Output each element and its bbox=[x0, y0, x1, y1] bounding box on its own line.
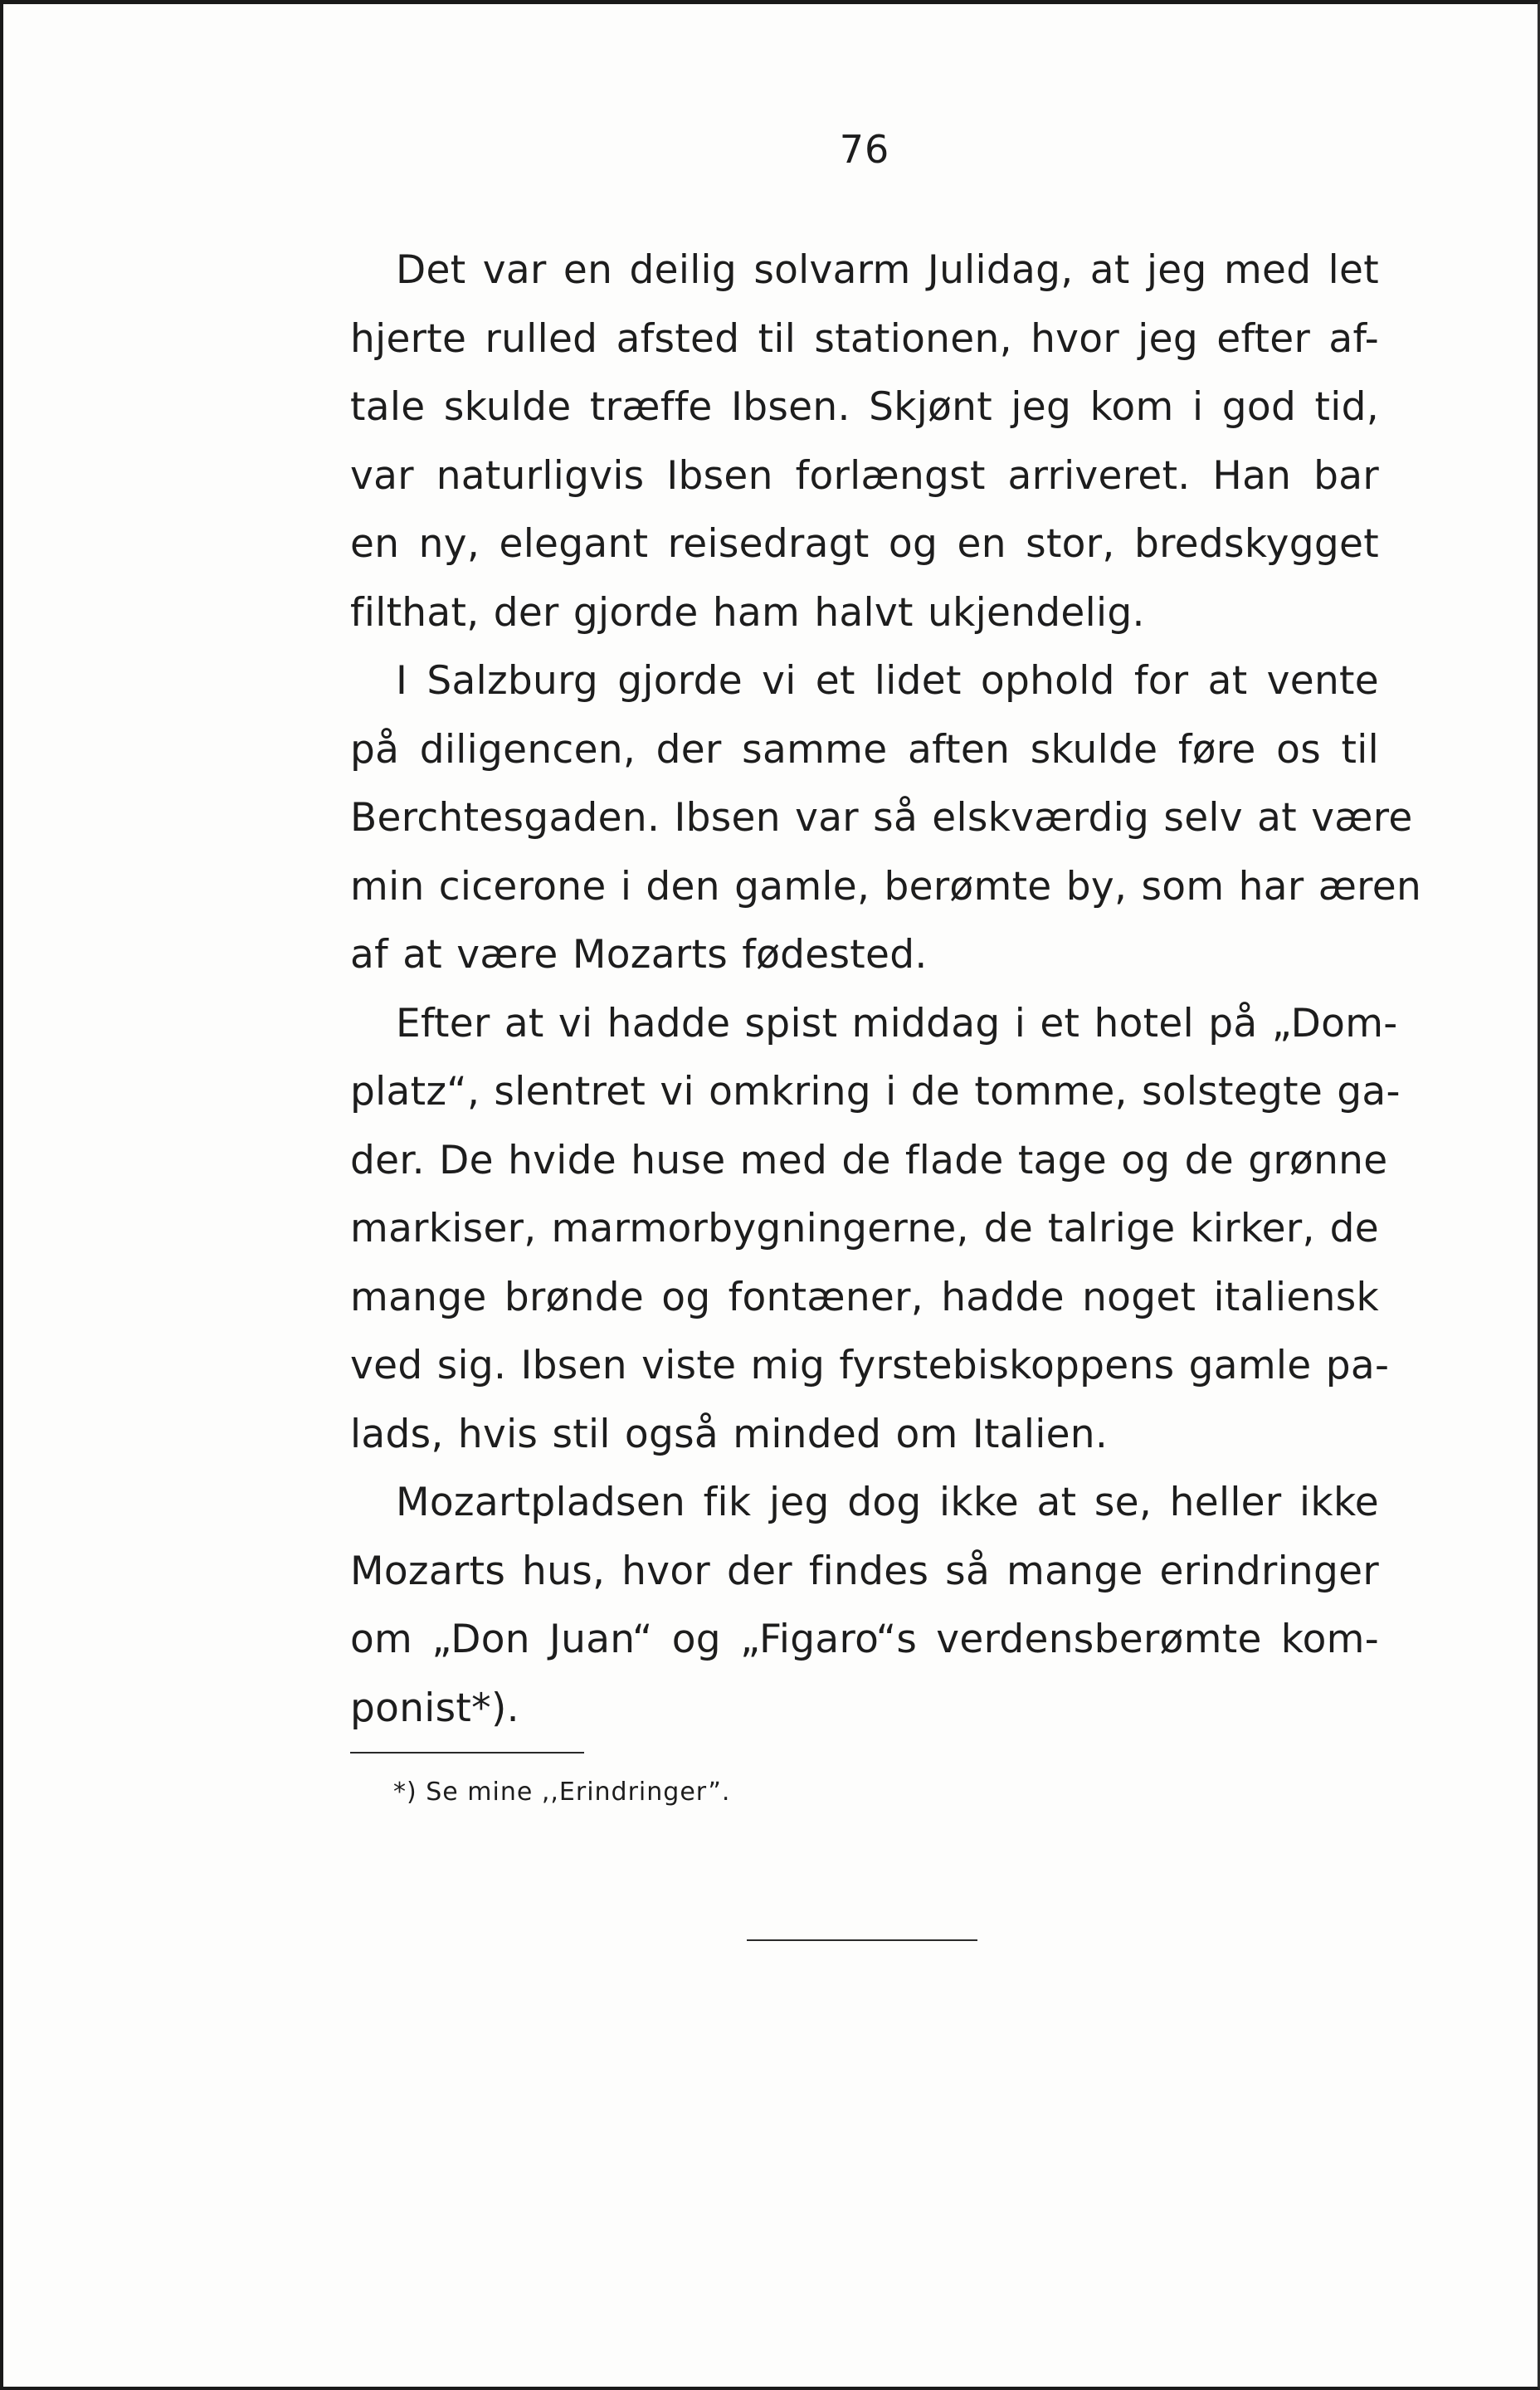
end-of-page-rule bbox=[747, 1939, 977, 1941]
text-line: Det var en deilig solvarm Julidag, at jeg med let bbox=[396, 247, 1379, 293]
page-number: 76 bbox=[839, 127, 890, 172]
text-line: en ny, elegant reisedragt og en stor, bredskygget bbox=[350, 521, 1379, 567]
text-line: lads, hvis stil også minded om Italien. bbox=[350, 1411, 1109, 1457]
body-text bbox=[350, 237, 1422, 1743]
text-line: tale skulde træffe Ibsen. Skjønt jeg kom i god tid, bbox=[350, 384, 1379, 430]
paragraph-3 bbox=[350, 990, 1401, 1470]
footnote-divider bbox=[350, 1752, 584, 1753]
paragraph-2 bbox=[350, 647, 1422, 990]
text-line: ponist*). bbox=[350, 1685, 519, 1731]
text-line: Mozarts hus, hvor der findes så mange erindringer bbox=[350, 1548, 1379, 1594]
text-line: markiser, marmorbygningerne, de talrige kirker, de bbox=[350, 1206, 1379, 1251]
text-line: filthat, der gjorde ham halvt ukjendelig. bbox=[350, 589, 1145, 636]
text-line: hjerte rulled afsted til stationen, hvor jeg efter af- bbox=[350, 315, 1379, 362]
text-line: mange brønde og fontæner, hadde noget italiensk bbox=[350, 1274, 1379, 1320]
text-line: ved sig. Ibsen viste mig fyrstebiskoppens gamle pa- bbox=[350, 1343, 1390, 1388]
text-line: Berchtesgaden. Ibsen var så elskværdig selv at være bbox=[350, 795, 1413, 841]
paragraph-1 bbox=[350, 237, 1379, 647]
text-line: min cicerone i den gamle, berømte by, som har æren bbox=[350, 863, 1422, 910]
text-line: af at være Mozarts fødested. bbox=[350, 932, 928, 978]
book-page bbox=[350, 0, 1422, 2390]
text-line: på diligencen, der samme aften skulde føre os til bbox=[350, 726, 1379, 773]
paragraph-4 bbox=[350, 1469, 1379, 1743]
text-line: Mozartpladsen fik jeg dog ikke at se, heller ikke bbox=[396, 1480, 1379, 1525]
text-line: var naturligvis Ibsen forlængst arriveret. Han bar bbox=[350, 452, 1379, 499]
text-line: platz“, slentret vi omkring i de tomme, solstegte ga- bbox=[350, 1069, 1401, 1115]
text-line: I Salzburg gjorde vi et lidet ophold for at vente bbox=[396, 658, 1379, 704]
text-line: om „Don Juan“ og „Figaro“s verdensberømte kom- bbox=[350, 1617, 1379, 1662]
text-line: Efter at vi hadde spist middag i et hotel på „Dom- bbox=[396, 1000, 1398, 1046]
text-line: der. De hvide huse med de flade tage og de grønne bbox=[350, 1137, 1388, 1183]
footnote: *) Se mine ,,Erindringer”. bbox=[393, 1778, 731, 1807]
